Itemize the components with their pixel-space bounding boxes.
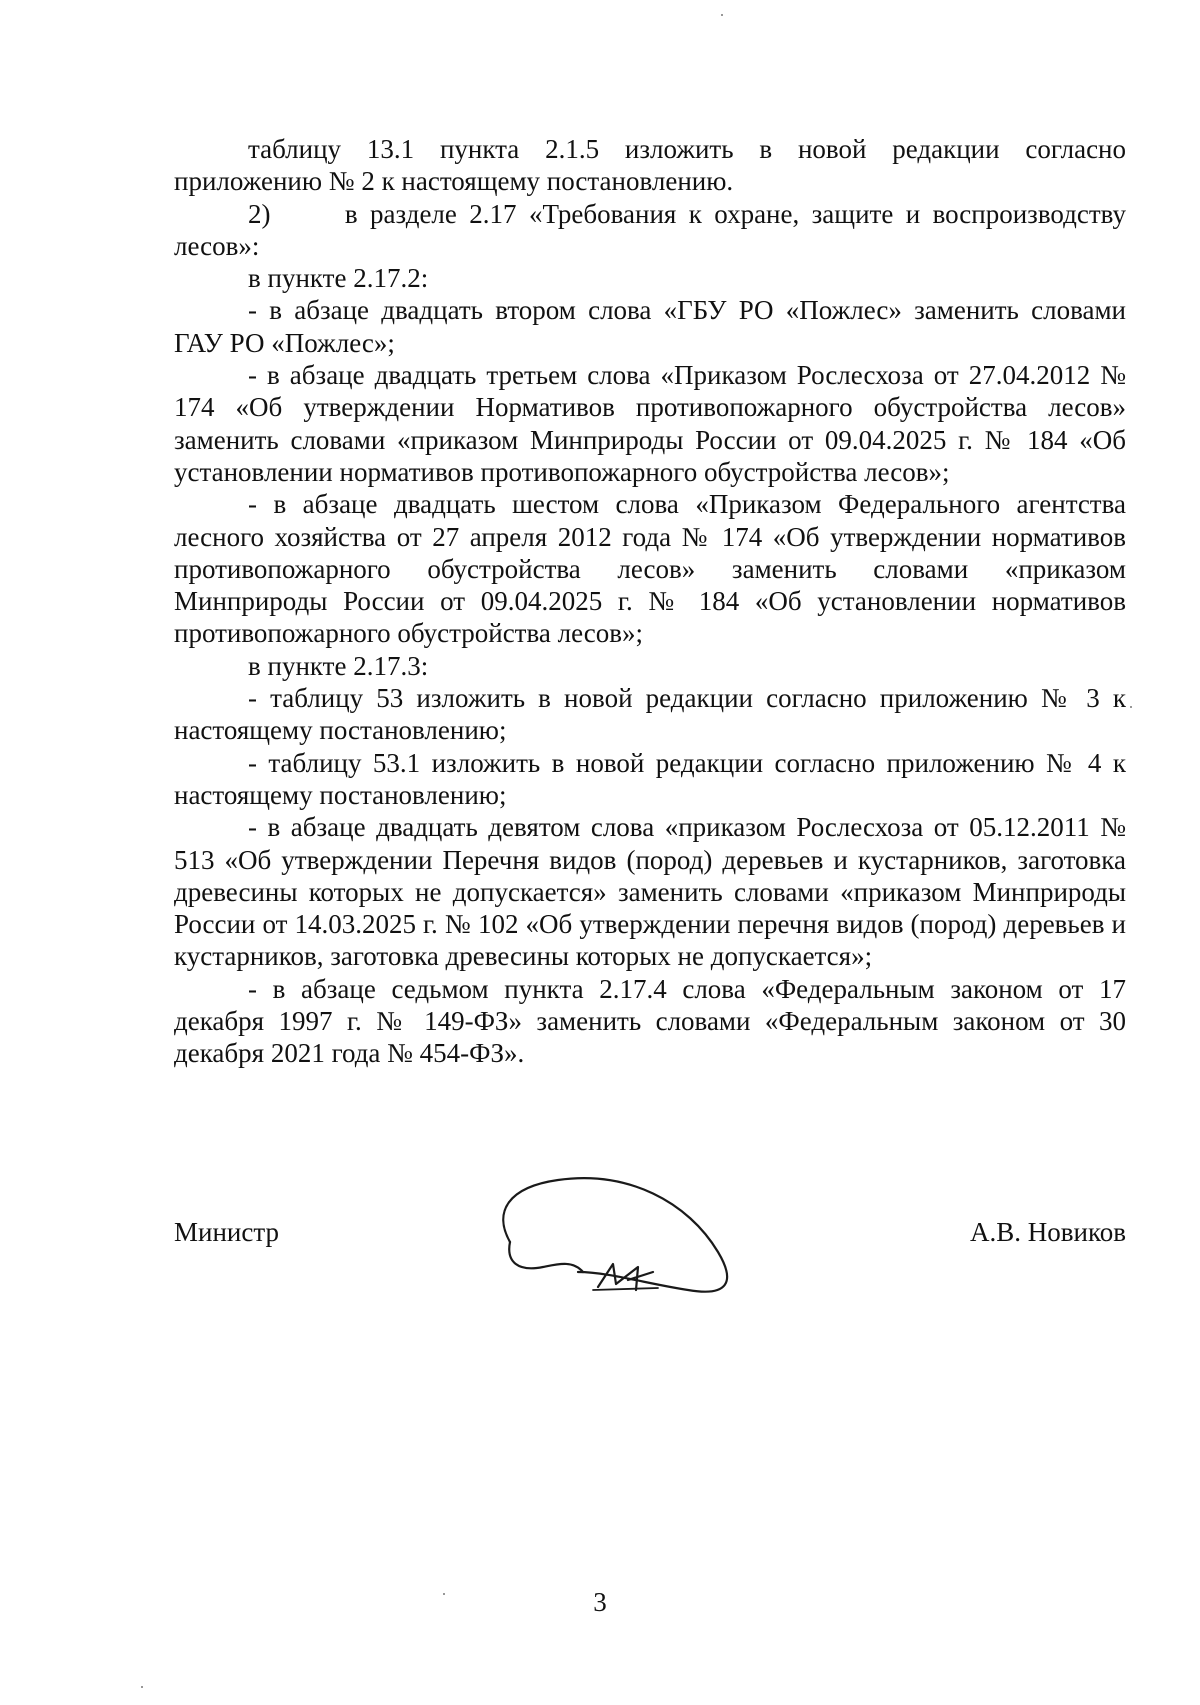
paragraph-item-26: - в абзаце двадцать шестом слова «Приказом Федерального агентства лесного хозяйства от 27 апреля 2012 года № 174 «Об утверждении нормативов противопожарного обустройства лесов» заменить словами «приказом Минприроды России от 09.04.2025 г. № 184 «Об установлении нормативов противопожарного обустройства лесов»; — [174, 489, 1126, 649]
paragraph-point-2-17-4: - в абзаце седьмом пункта 2.17.4 слова «Федеральным законом от 17 декабря 1997 г. № 149-ФЗ» заменить словами «Федеральным законом от 30 декабря 2021 года № 454-ФЗ». — [174, 973, 1126, 1069]
paragraph-item-29: - в абзаце двадцать девятом слова «приказом Рослесхоза от 05.12.2011 № 513 «Об утверждении Перечня видов (пород) деревьев и кустарников, заготовка древесины которых не допускается» заменить словами «приказом Минприроды России от 14.03.2025 г. № 102 «Об утверждении перечня видов (пород) деревьев и кустарников, заготовка древесины которых не допускается»; — [174, 812, 1126, 972]
paragraph-point-2-17-3: в пункте 2.17.3: — [248, 650, 429, 681]
paragraph-section-2-17: 2) в разделе 2.17 «Требования к охране, защите и воспроизводству лесов»: — [174, 198, 1133, 261]
handwritten-signature — [488, 1172, 748, 1307]
paragraph-point-2-17-2: в пункте 2.17.2: — [248, 263, 429, 294]
scan-speck — [141, 1686, 143, 1688]
scan-speck — [443, 1593, 445, 1595]
paragraph-table-53: - таблицу 53 изложить в новой редакции согласно приложению № 3 к настоящему постановлению; — [174, 683, 1126, 746]
signer-title: Министр — [174, 1217, 279, 1247]
paragraph-item-23: - в абзаце двадцать третьем слова «Приказом Рослесхоза от 27.04.2012 № 174 «Об утверждении Нормативов противопожарного обустройства лесов» заменить словами «приказом Минприроды России от 09.04.2025 г. № 184 «Об установлении нормативов противопожарного обустройства лесов»; — [174, 360, 1126, 487]
page-number: 3 — [593, 1587, 607, 1617]
scan-speck — [1130, 706, 1132, 708]
document-body — [174, 133, 1133, 1070]
paragraph-table-13-1: таблицу 13.1 пункта 2.1.5 изложить в новой редакции согласно приложению № 2 к настоящему постановлению. — [174, 134, 1126, 197]
paragraph-item-22: - в абзаце двадцать втором слова «ГБУ РО «Пожлес» заменить словами ГАУ РО «Пожлес»; — [174, 295, 1126, 358]
signer-name: А.В. Новиков — [970, 1217, 1126, 1247]
paragraph-table-53-1: - таблицу 53.1 изложить в новой редакции согласно приложению № 4 к настоящему постановлению; — [174, 747, 1126, 810]
scan-speck — [721, 14, 723, 16]
